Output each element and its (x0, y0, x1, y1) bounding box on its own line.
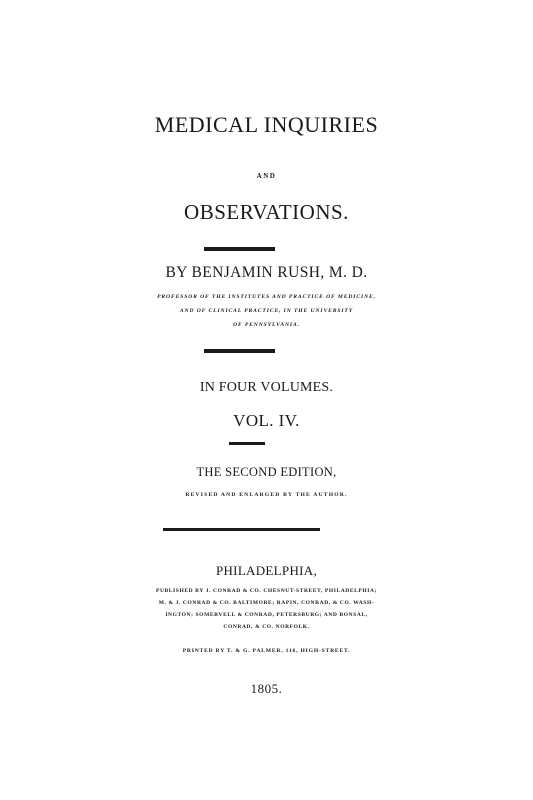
publisher-line: CONRAD, & CO. NORFOLK. (223, 624, 310, 630)
divider-rule (229, 442, 265, 445)
edition-statement: THE SECOND EDITION, (196, 465, 337, 479)
publication-place: PHILADELPHIA, (215, 563, 318, 578)
author-credentials-line: AND OF CLINICAL PRACTICE, IN THE UNIVERSITY (179, 308, 354, 314)
volumes-statement: IN FOUR VOLUMES. (199, 380, 334, 395)
publisher-line: INGTON; SOMERVELL & CONRAD, PETERSBURG; AND BONSAL, (165, 612, 368, 618)
printer-line: PRINTED BY T. & G. PALMER, 116, HIGH-STREET. (182, 648, 351, 654)
book-subtitle: OBSERVATIONS. (184, 200, 349, 224)
divider-rule (204, 349, 275, 353)
divider-rule (163, 528, 320, 531)
title-conjunction: AND (256, 172, 277, 180)
publisher-line: PUBLISHED BY J. CONRAD & CO. CHESNUT-STREET, PHILADELPHIA; (155, 588, 377, 594)
revision-note: REVISED AND ENLARGED BY THE AUTHOR. (185, 492, 348, 498)
volume-number: VOL. IV. (233, 411, 300, 430)
publisher-line: M. & J. CONRAD & CO. BALTIMORE; RAPIN, CONRAD, & CO. WASH- (158, 600, 375, 606)
author-credentials-line: PROFESSOR OF THE INSTITUTES AND PRACTICE OF MEDICINE, (157, 294, 376, 300)
divider-rule (204, 247, 275, 251)
author-credentials-line: OF PENNSYLVANIA. (233, 322, 300, 328)
publication-year: 1805. (250, 681, 283, 696)
book-title: MEDICAL INQUIRIES (154, 112, 379, 137)
author-line: BY BENJAMIN RUSH, M. D. (165, 264, 368, 281)
